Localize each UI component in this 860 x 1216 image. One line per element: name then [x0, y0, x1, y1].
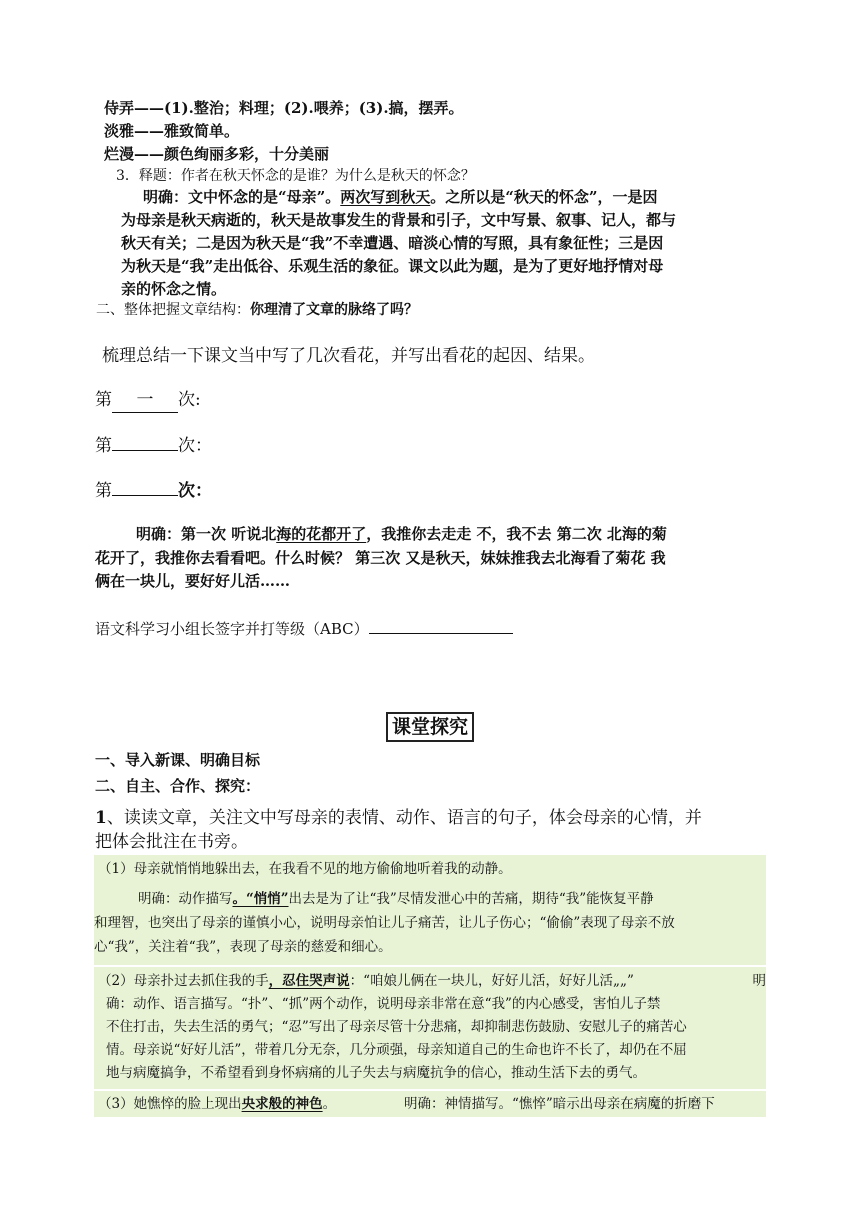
note-3-quote-prefix: （3）她憔悴的脸上现出 [98, 1096, 242, 1112]
note-2-quote-rest: ：“咱娘儿俩在一块儿，好好儿活，好好儿活„„” [349, 973, 634, 989]
answer-line-1 [136, 523, 667, 545]
section-2-label: 二、整体把握文章结构： [96, 302, 250, 318]
note-2-line-5: 地与病魔搞争，不希望看到身怀病痛的儿子失去与病魔抗争的信心，推动生活下去的勇气。 [106, 1065, 646, 1081]
note-3-quote-end: 。 [322, 1096, 337, 1112]
note-3-line-1 [98, 1094, 336, 1115]
section-title: 课堂探究 [386, 712, 474, 742]
note-1-answer-rest: 出去是为了让“我”尽情发泄心中的苦痛，期待“我”能恢复平静 [288, 891, 654, 907]
vocab-line-1: 侍弄——(1).整治；料理；(2).喂养；(3).搞，摆弄。 [104, 99, 464, 117]
time-blank-2[interactable] [112, 450, 178, 451]
question-3-answer-line-5: 亲的怀念之情。 [121, 280, 227, 298]
explore-question-1-line-1 [95, 806, 702, 830]
time-prefix: 第 [95, 390, 112, 410]
time-prefix: 第 [95, 481, 112, 501]
note-2-line-3: 不住打击，失去生活的勇气；“忍”写出了母亲尽管十分悲痛，却抑制悲伤鼓励、安慰儿子的痛苦心 [106, 1019, 687, 1035]
question-text: 、读读文章，关注文中写母亲的表情、动作、语言的句子，体会母亲的心情，并 [106, 808, 702, 828]
answer-line-3: 俩在一块儿，要好好儿活…… [95, 572, 291, 590]
note-1-quote: （1）母亲就悄悄地躲出去，在我看不见的地方偷偷地听着我的动静。 [98, 861, 512, 877]
answer-part-2: ，我推你去走走 不，我不去 第二次 北海的菊 [366, 525, 667, 543]
time-suffix: 次: [178, 390, 201, 410]
signature-blank[interactable] [369, 615, 513, 634]
answer-prefix: 明确：文中怀念的是“母亲”。 [143, 188, 341, 206]
explore-heading-2: 二、自主、合作、探究： [95, 777, 261, 795]
time-line-3 [95, 479, 212, 503]
note-1-answer-line-1 [138, 889, 654, 910]
explore-question-1-line-2: 把体会批注在书旁。 [95, 832, 248, 852]
note-2-line-tail: 明 [752, 973, 766, 989]
time-line-2 [95, 434, 212, 458]
note-1-answer-line-2: 和理智，也突出了母亲的谨慎小心，说明母亲怕让儿子痛苦，让儿子伤心；“偷偷”表现了母亲不放 [94, 915, 675, 931]
note-2-quote-underlined: ，忍住哭声说 [268, 973, 350, 989]
answer-line-2: 花开了，我推你去看看吧。什么时候？ 第三次 又是秋天，妹妹推我去北海看了菊花 我 [95, 549, 666, 567]
vocab-line-3: 烂漫——颜色绚丽多彩，十分美丽 [104, 145, 330, 163]
note-2-line-2: 确：动作、语言描写。“扑”、“抓”两个动作，说明母亲非常在意“我”的内心感受，害怕儿子禁 [106, 996, 661, 1012]
note-3-quote-underlined: 央求般的神色 [241, 1096, 323, 1112]
question-3-answer-line-1 [143, 186, 658, 208]
time-suffix: 次： [178, 436, 212, 456]
answer-underlined: 海的花都开了 [276, 525, 367, 543]
note-box-1 [94, 855, 766, 965]
signature-label: 语文科学习小组长签字并打等级（ABC） [95, 620, 369, 638]
vocab-line-2: 淡雅——雅致简单。 [104, 122, 240, 140]
note-1-answer-underlined: 。“悄悄” [232, 891, 289, 907]
note-1-answer-line-3: 心“我”，关注着“我”，表现了母亲的慈爱和细心。 [94, 939, 392, 955]
task-instruction: 梳理总结一下课文当中写了几次看花，并写出看花的起因、结果。 [102, 346, 595, 366]
time-suffix: 次： [178, 481, 212, 501]
explore-heading-1: 一、导入新课、明确目标 [95, 751, 261, 769]
note-2-line-1 [98, 971, 766, 992]
time-blank-3[interactable] [112, 495, 178, 496]
note-3-answer: 明确：神情描写。“憔悴”暗示出母亲在病魔的折磨下 [404, 1096, 715, 1112]
question-3-label: 3．释题：作者在秋天怀念的是谁？为什么是秋天的怀念？ [116, 168, 475, 184]
time-line-1 [95, 388, 201, 413]
answer-part-1: 明确：第一次 听说北 [136, 525, 277, 543]
note-1-answer-prefix: 明确：动作描写 [138, 891, 233, 907]
answer-rest: 。之所以是“秋天的怀念”，一是因 [430, 188, 658, 206]
time-prefix: 第 [95, 436, 112, 456]
signature-line [95, 615, 513, 640]
question-3-answer-line-3: 秋天有关；二是因为秋天是“我”不幸遭遇、暗淡心情的写照，具有象征性；三是因 [121, 234, 664, 252]
note-2-quote-prefix: （2）母亲扑过去抓住我的手 [98, 973, 269, 989]
question-number: 1 [95, 808, 107, 828]
note-2-line-4: 情。母亲说“好好儿活”，带着几分无奈，几分顽强，母亲知道自己的生命也许不长了，却仍在不屈 [106, 1042, 687, 1058]
section-2-heading [96, 300, 418, 320]
note-box-2 [94, 967, 766, 1089]
section-2-question: 你理清了文章的脉络了吗？ [250, 302, 418, 318]
question-3-answer-line-2: 为母亲是秋天病逝的，秋天是故事发生的背景和引子，文中写景、叙事、记人，都与 [121, 211, 677, 229]
time-blank-1[interactable]: 一 [112, 388, 178, 413]
question-3-answer-line-4: 为秋天是“我”走出低谷、乐观生活的象征。课文以此为题，是为了更好地抒情对母 [121, 257, 664, 275]
answer-underlined: 两次写到秋天 [340, 188, 431, 206]
note-box-3 [94, 1091, 766, 1117]
